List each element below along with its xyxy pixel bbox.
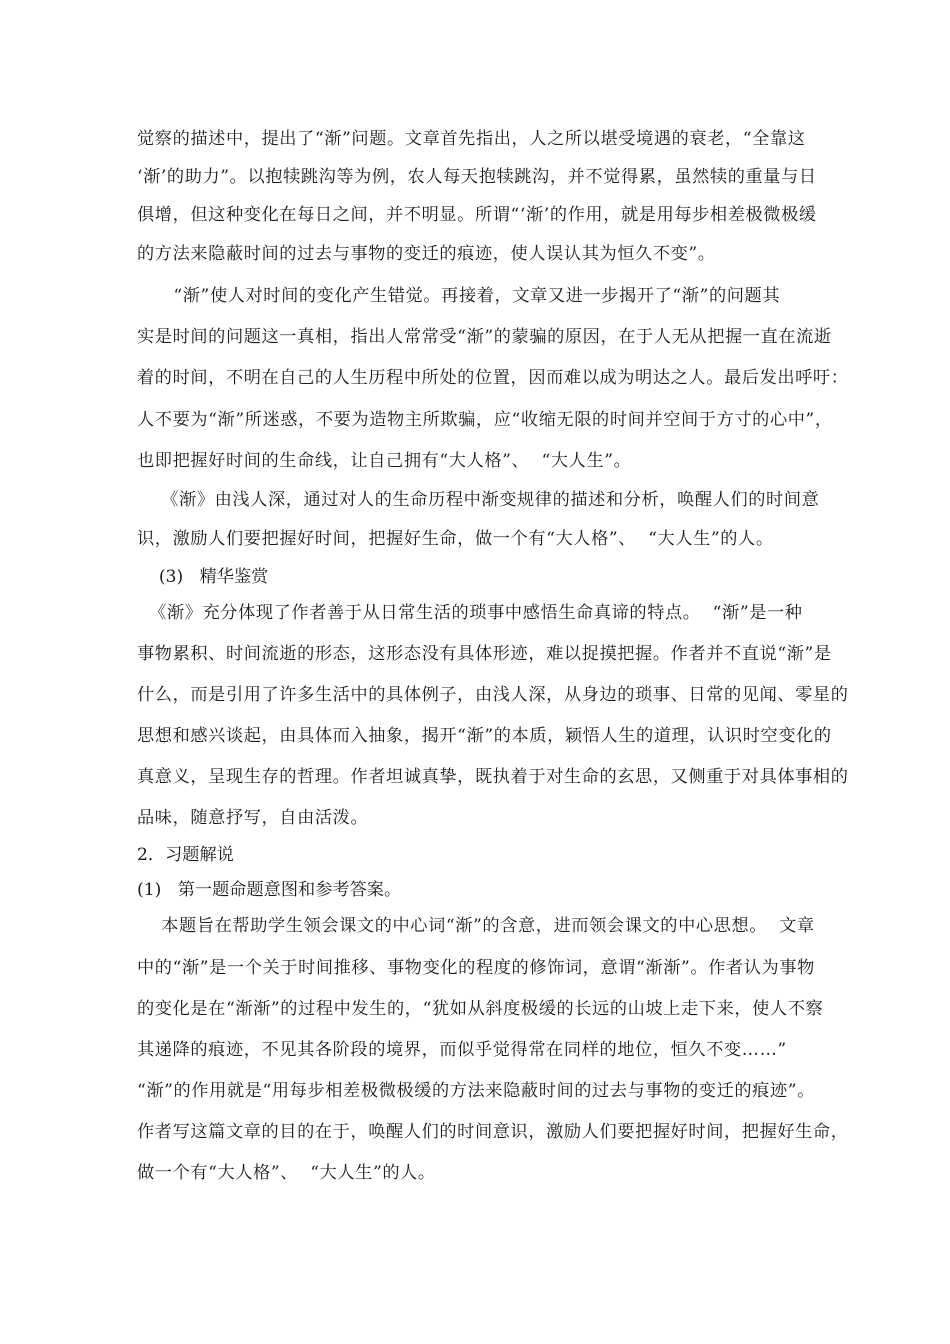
paragraph-1-line: 觉察的描述中，提出了“渐”问题。文章首先指出，人之所以堪受境遇的衰老，“全靠这 bbox=[137, 129, 806, 149]
paragraph-1-line: ‘渐’的助力”。以抱犊跳沟等为例，农人每天抱犊跳沟，并不觉得累，虽然犊的重量与日 bbox=[137, 167, 817, 187]
subsection-heading-1: (1) 第一题命题意图和参考答案。 bbox=[137, 880, 402, 900]
paragraph-4-line: 《渐》充分体现了作者善于从日常生活的琐事中感悟生命真谛的特点。 “渐”是一种 bbox=[137, 603, 803, 623]
paragraph-4-line: 品味，随意抒写，自由活泼。 bbox=[137, 808, 369, 828]
paragraph-5-line: 作者写这篇文章的目的在于，唤醒人们的时间意识，激励人们要把握好时间，把握好生命， bbox=[137, 1122, 849, 1142]
paragraph-4-line: 思想和感兴谈起，由具体而入抽象，揭开“渐”的本质，颖悟人生的道理，认识时空变化的 bbox=[137, 726, 832, 746]
paragraph-2-line: “渐”使人对时间的变化产生错觉。再接着，文章又进一步揭开了“渐”的问题其 bbox=[137, 286, 781, 306]
paragraph-1-line: 的方法来隐蔽时间的过去与事物的变迁的痕迹，使人误认其为恒久不变”。 bbox=[137, 244, 716, 264]
paragraph-5-line: 中的“渐”是一个关于时间推移、事物变化的程度的修饰词，意谓“渐渐”。作者认为事物 bbox=[137, 958, 815, 978]
paragraph-2-line: 也即把握好时间的生命线，让自己拥有“大人格”、 “大人生”。 bbox=[137, 451, 632, 471]
paragraph-2-line: 实是时间的问题这一真相，指出人常常受“渐”的蒙骗的原因，在于人无从把握一直在流逝 bbox=[137, 327, 832, 347]
paragraph-5-line: 其递降的痕迹，不见其各阶段的境界，而似乎觉得常在同样的地位，恒久不变……” bbox=[137, 1040, 787, 1060]
section-heading-jinghua: (3) 精华鉴赏 bbox=[137, 567, 269, 587]
paragraph-5-line: 的变化是在“渐渐”的过程中发生的，“犹如从斜度极缓的长远的山坡上走下来，使人不察 bbox=[137, 999, 824, 1019]
paragraph-4-line: 什么，而是引用了许多生活中的具体例子，由浅人深，从身边的琐事、日常的见闻、零星的 bbox=[137, 685, 849, 705]
section-heading-xiti: 2．习题解说 bbox=[137, 845, 234, 865]
paragraph-2-line: 人不要为“渐”所迷惑，不要为造物主所欺骗，应“收缩无限的时间并空间于方寸的心中”， bbox=[137, 410, 833, 430]
paragraph-3-line: 识，激励人们要把握好时间，把握好生命，做一个有“大人格”、 “大人生”的人。 bbox=[137, 529, 774, 549]
paragraph-1-line: 俱增，但这种变化在每日之间，并不明显。所谓“‘渐’的作用，就是用每步相差极微极缓 bbox=[137, 205, 817, 225]
paragraph-2-line: 着的时间，不明在自己的人生历程中所处的位置，因而难以成为明达之人。最后发出呼吁： bbox=[137, 368, 849, 388]
paragraph-3-line: 《渐》由浅人深，通过对人的生命历程中渐变规律的描述和分析，唤醒人们的时间意 bbox=[137, 490, 820, 510]
paragraph-4-line: 真意义，呈现生存的哲理。作者坦诚真挚，既执着于对生命的玄思，又侧重于对具体事相的 bbox=[137, 767, 849, 787]
paragraph-4-line: 事物累积、时间流逝的形态，这形态没有具体形迹，难以捉摸把握。作者并不直说“渐”是 bbox=[137, 644, 832, 664]
paragraph-5-line: 本题旨在帮助学生领会课文的中心词“渐”的含意，进而领会课文的中心思想。 文章 bbox=[137, 916, 815, 936]
paragraph-5-line: “渐”的作用就是“用每步相差极微极缓的方法来隐蔽时间的过去与事物的变迁的痕迹”。 bbox=[137, 1081, 815, 1101]
paragraph-5-line: 做一个有“大人格”、 “大人生”的人。 bbox=[137, 1163, 436, 1183]
